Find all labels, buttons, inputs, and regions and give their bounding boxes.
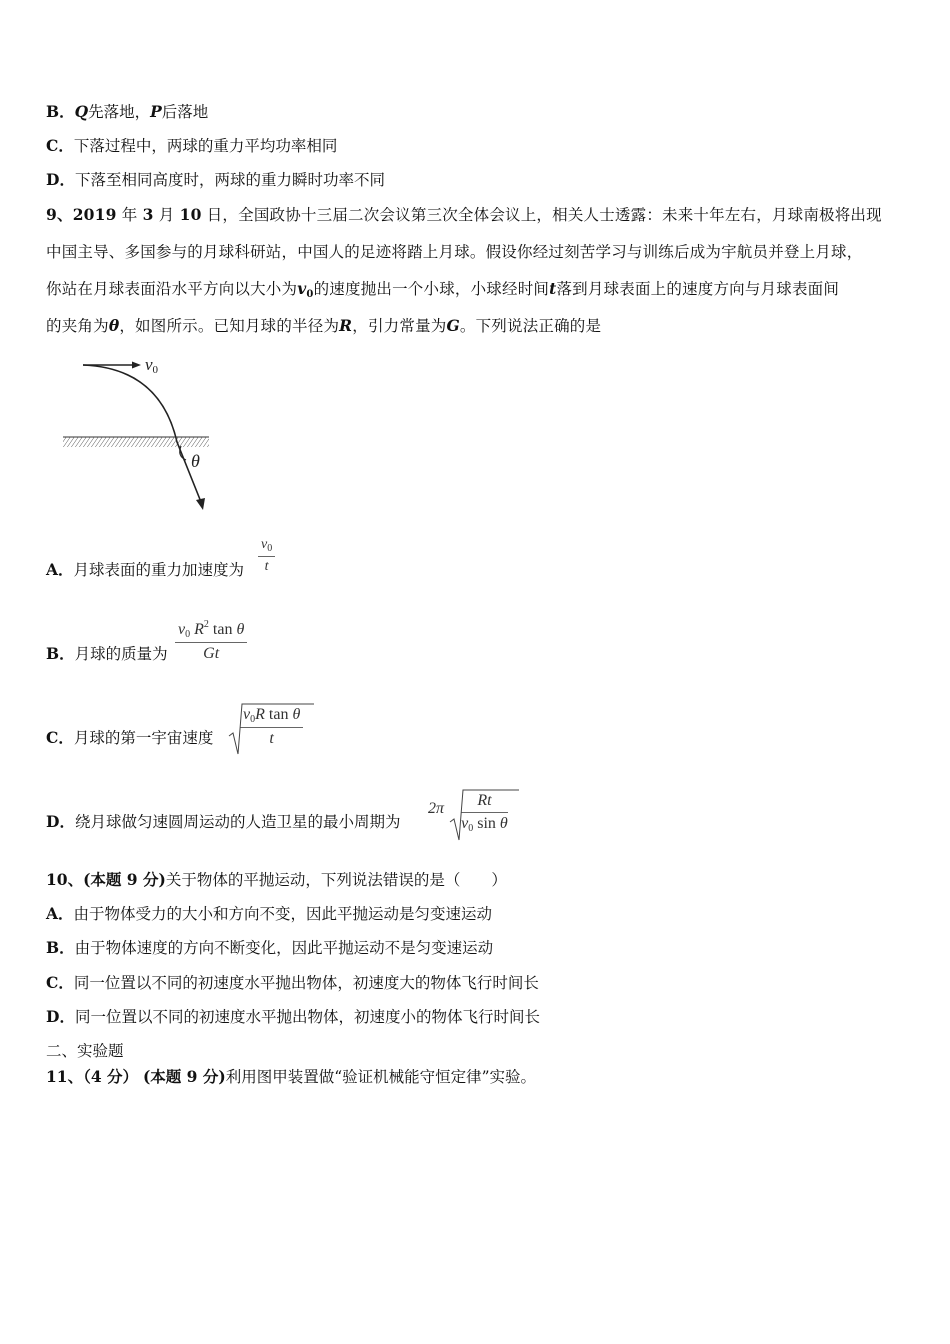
velocity-arrowhead — [132, 362, 141, 369]
numerator-r: R — [194, 621, 204, 638]
numerator-theta: θ — [292, 706, 301, 723]
formula-c — [228, 700, 303, 748]
denominator: t — [269, 730, 274, 747]
projectile-figure — [55, 350, 225, 520]
section-title: 二、实验题 — [46, 1042, 124, 1060]
option-text: 下落至相同高度时，两球的重力瞬时功率不同 — [74, 171, 385, 189]
option-text: 先落地， — [88, 103, 151, 121]
q9-stem-line-4 — [46, 316, 904, 336]
q9-option-d — [46, 812, 400, 832]
q10-option-b — [46, 938, 493, 958]
option-label: C． — [46, 728, 74, 747]
option-text: 后落地 — [161, 103, 209, 121]
date-text: 月 — [158, 206, 175, 224]
q10-stem — [46, 870, 507, 890]
formula-b — [175, 619, 247, 663]
numerator-theta: θ — [236, 621, 245, 638]
var-v: v — [297, 279, 307, 298]
option-text: 下落过程中，两球的重力平均功率相同 — [73, 137, 338, 155]
formula-a — [258, 537, 275, 575]
sqrt — [449, 786, 508, 834]
q8-option-d — [46, 170, 385, 190]
points: （4 分） — [83, 1067, 139, 1086]
numerator-v: v — [178, 621, 186, 638]
numerator-subscript: 0 — [185, 629, 191, 640]
q9-option-b — [46, 644, 168, 664]
score: (本题 9 分) — [83, 870, 166, 889]
numerator-v: v — [261, 537, 268, 552]
denominator-v: v — [461, 815, 469, 832]
q8-option-c — [46, 136, 337, 156]
q10-option-d — [46, 1007, 540, 1027]
var-t: t — [549, 279, 557, 298]
q9-stem-line-1 — [46, 205, 904, 225]
var-subscript: 0 — [306, 289, 314, 300]
date-month: 3 — [142, 205, 154, 224]
var-theta: θ — [108, 316, 120, 335]
option-label: B． — [46, 938, 75, 957]
option-label: A． — [46, 560, 74, 579]
stem-text: 的夹角为 — [46, 317, 109, 335]
q11-stem — [46, 1067, 536, 1087]
denominator-theta: θ — [499, 815, 508, 832]
option-label: D． — [46, 170, 75, 189]
stem-text: ，引力常量为 — [352, 317, 447, 335]
numerator: Rt — [461, 792, 508, 813]
denominator-subscript: 0 — [468, 823, 474, 834]
ball-p: P — [150, 102, 162, 121]
stem-text: ，如图所示。已知月球的半径为 — [119, 317, 340, 335]
svg-text:v0 — [145, 355, 159, 376]
numerator-subscript: 0 — [250, 714, 256, 725]
q10-option-a — [46, 904, 492, 924]
radical-sign — [449, 786, 519, 844]
question-number: 11、 — [46, 1067, 84, 1086]
var-g: G — [446, 316, 460, 335]
question-number: 9、 — [46, 205, 73, 224]
moon-surface — [63, 437, 209, 447]
denominator: t — [264, 559, 269, 574]
denominator: Gt — [203, 645, 220, 662]
ball-q: Q — [74, 102, 89, 121]
option-text: 绕月球做匀速圆周运动的人造卫星的最小周期为 — [74, 813, 401, 831]
numerator-superscript: 2 — [203, 619, 209, 630]
trajectory-arrowhead — [196, 498, 205, 510]
stem-text: 中国主导、多国参与的月球科研站，中国人的足迹将踏上月球。假设你经过刻苦学习与训练后成为宇航员并登上月球， — [46, 243, 863, 261]
coefficient-2pi: 2π — [428, 800, 445, 817]
fraction — [258, 537, 275, 575]
q9-option-a — [46, 560, 244, 580]
v0-label: v — [145, 355, 153, 374]
q8-option-b — [46, 102, 208, 122]
stem-text: 关于物体的平抛运动，下列说法错误的是（ ） — [165, 871, 507, 889]
numerator-r: R — [255, 706, 265, 723]
option-text: 月球表面的重力加速度为 — [73, 561, 245, 579]
formula-d — [428, 786, 508, 834]
trajectory-curve — [83, 365, 201, 502]
option-label: C． — [46, 136, 74, 155]
question-number: 10、 — [46, 870, 84, 889]
theta-label: θ — [191, 451, 200, 471]
var-r: R — [339, 316, 353, 335]
stem-text: 落到月球表面上的速度方向与月球表面间 — [556, 280, 840, 298]
date-text: 年 — [121, 206, 138, 224]
sqrt — [228, 700, 303, 748]
stem-text: 。下列说法正确的是 — [459, 317, 602, 335]
option-label: D． — [46, 1007, 75, 1026]
option-text: 同一位置以不同的初速度水平抛出物体，初速度小的物体飞行时间长 — [74, 1008, 540, 1026]
option-label: B． — [46, 102, 75, 121]
sin-function: sin — [477, 815, 496, 832]
stem-text: 你站在月球表面沿水平方向以大小为 — [46, 280, 298, 298]
stem-text: 利用图甲装置做“验证机械能守恒定律”实验。 — [225, 1068, 537, 1086]
q10-option-c — [46, 973, 539, 993]
fraction — [175, 619, 247, 663]
numerator-subscript: 0 — [267, 543, 273, 554]
score: (本题 9 分) — [142, 1067, 226, 1086]
option-label: B． — [46, 644, 75, 663]
radical-sign — [228, 700, 314, 758]
option-text: 由于物体速度的方向不断变化，因此平抛运动不是匀变速运动 — [74, 939, 494, 957]
date-day: 10 — [179, 205, 202, 224]
q9-stem-line-2 — [46, 242, 904, 262]
q9-option-c — [46, 728, 213, 748]
tan-function: tan — [268, 706, 289, 723]
stem-text: 的速度抛出一个小球，小球经时间 — [313, 280, 550, 298]
projectile-diagram — [55, 350, 225, 520]
option-label: A． — [46, 904, 74, 923]
option-text: 同一位置以不同的初速度水平抛出物体，初速度大的物体飞行时间长 — [73, 974, 539, 992]
date-year: 2019 — [72, 205, 117, 224]
option-label: D． — [46, 812, 75, 831]
numerator-v: v — [243, 706, 251, 723]
option-text: 月球的第一宇宙速度 — [73, 729, 214, 747]
tan-function: tan — [212, 621, 233, 638]
stem-text: 日，全国政协十三届二次会议第三次全体会议上，相关人士透露：未来十年左右，月球南极将出现 — [206, 206, 882, 224]
q9-stem-line-3 — [46, 279, 904, 305]
option-text: 由于物体受力的大小和方向不变，因此平抛运动是匀变速运动 — [73, 905, 493, 923]
option-text: 月球的质量为 — [74, 645, 168, 663]
option-label: C． — [46, 973, 74, 992]
v0-subscript: 0 — [152, 364, 159, 376]
